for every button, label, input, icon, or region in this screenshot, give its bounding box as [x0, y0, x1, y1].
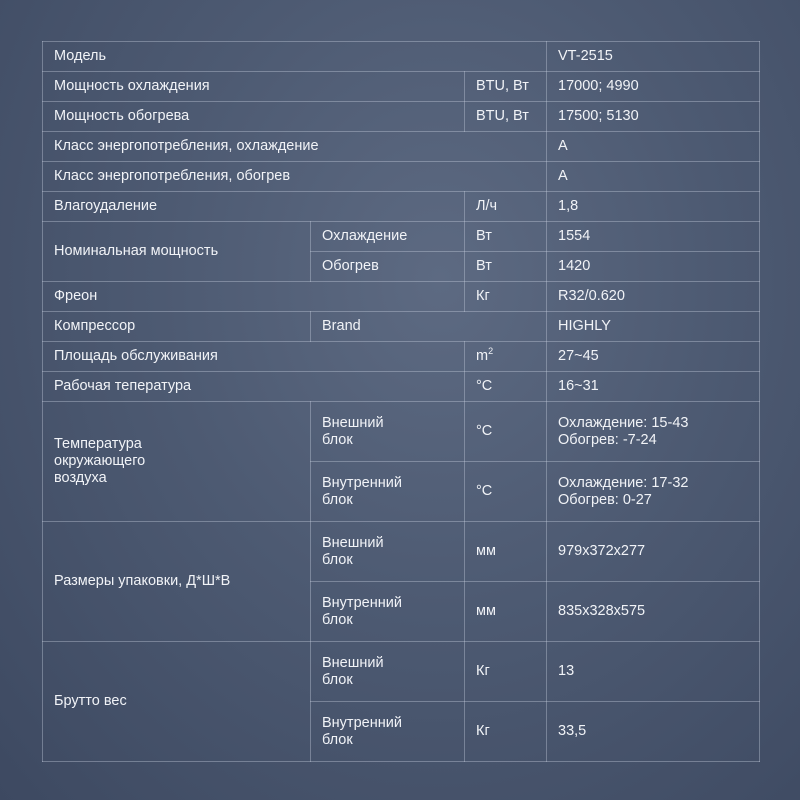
unit-package-indoor: мм	[465, 582, 547, 642]
row-package-outdoor	[43, 522, 760, 582]
label-package-size: Размеры упаковки, Д*Ш*В	[43, 522, 311, 642]
label-working-temp: Рабочая тепература	[43, 372, 465, 402]
sub-ambient-indoor: Внутренний блок	[311, 462, 465, 522]
value-ambient-outdoor: Охлаждение: 15-43 Обогрев: -7-24	[547, 402, 760, 462]
row-compressor	[43, 312, 760, 342]
row-service-area	[43, 342, 760, 372]
row-dehumidification	[43, 192, 760, 222]
row-working-temp	[43, 372, 760, 402]
unit-service-area-base: m	[476, 348, 489, 364]
label-gross-weight: Брутто вес	[43, 642, 311, 762]
value-energy-class-heating: A	[547, 162, 760, 192]
unit-cooling-power: BTU, Вт	[465, 72, 547, 102]
unit-nominal-cooling: Вт	[465, 222, 547, 252]
value-package-outdoor: 979x372x277	[547, 522, 760, 582]
sub-package-indoor: Внутренний блок	[311, 582, 465, 642]
value-weight-outdoor: 13	[547, 642, 760, 702]
value-service-area: 27~45	[547, 342, 760, 372]
row-energy-class-heating	[43, 162, 760, 192]
unit-heating-power: BTU, Вт	[465, 102, 547, 132]
sub-ambient-outdoor: Внешний блок	[311, 402, 465, 462]
row-ambient-outdoor	[43, 402, 760, 462]
sub-weight-outdoor: Внешний блок	[311, 642, 465, 702]
label-compressor: Компрессор	[43, 312, 311, 342]
row-energy-class-cooling	[43, 132, 760, 162]
unit-nominal-heating: Вт	[465, 252, 547, 282]
label-freon: Фреон	[43, 282, 465, 312]
value-ambient-indoor: Охлаждение: 17-32 Обогрев: 0-27	[547, 462, 760, 522]
value-compressor: HIGHLY	[547, 312, 760, 342]
label-ambient-temp: Температура окружающего воздуха	[43, 402, 311, 522]
value-model: VT-2515	[547, 42, 760, 72]
label-dehumidification: Влагоудаление	[43, 192, 465, 222]
value-freon: R32/0.620	[547, 282, 760, 312]
sub-compressor: Brand	[311, 312, 547, 342]
spec-table	[42, 41, 760, 762]
unit-service-area-sup: 2	[488, 346, 494, 357]
label-energy-class-cooling: Класс энергопотребления, охлаждение	[43, 132, 547, 162]
sub-weight-indoor: Внутренний блок	[311, 702, 465, 762]
row-nominal-power-cooling	[43, 222, 760, 252]
unit-ambient-outdoor: °C	[465, 402, 547, 462]
unit-freon: Кг	[465, 282, 547, 312]
label-energy-class-heating: Класс энергопотребления, обогрев	[43, 162, 547, 192]
value-heating-power: 17500; 5130	[547, 102, 760, 132]
row-model	[43, 42, 760, 72]
label-service-area: Площадь обслуживания	[43, 342, 465, 372]
row-heating-power	[43, 102, 760, 132]
value-package-indoor: 835x328x575	[547, 582, 760, 642]
value-dehumidification: 1,8	[547, 192, 760, 222]
sub-nominal-cooling: Охлаждение	[311, 222, 465, 252]
value-energy-class-cooling: A	[547, 132, 760, 162]
unit-service-area	[465, 342, 547, 372]
unit-ambient-indoor: °C	[465, 462, 547, 522]
label-heating-power: Мощность обогрева	[43, 102, 465, 132]
unit-package-outdoor: мм	[465, 522, 547, 582]
label-nominal-power: Номинальная мощность	[43, 222, 311, 282]
sub-nominal-heating: Обогрев	[311, 252, 465, 282]
value-cooling-power: 17000; 4990	[547, 72, 760, 102]
value-weight-indoor: 33,5	[547, 702, 760, 762]
unit-weight-indoor: Кг	[465, 702, 547, 762]
row-freon	[43, 282, 760, 312]
label-cooling-power: Мощность охлаждения	[43, 72, 465, 102]
unit-working-temp: °C	[465, 372, 547, 402]
value-working-temp: 16~31	[547, 372, 760, 402]
row-weight-outdoor	[43, 642, 760, 702]
value-nominal-cooling: 1554	[547, 222, 760, 252]
value-nominal-heating: 1420	[547, 252, 760, 282]
sub-package-outdoor: Внешний блок	[311, 522, 465, 582]
label-model: Модель	[43, 42, 547, 72]
unit-weight-outdoor: Кг	[465, 642, 547, 702]
unit-dehumidification: Л/ч	[465, 192, 547, 222]
row-cooling-power	[43, 72, 760, 102]
